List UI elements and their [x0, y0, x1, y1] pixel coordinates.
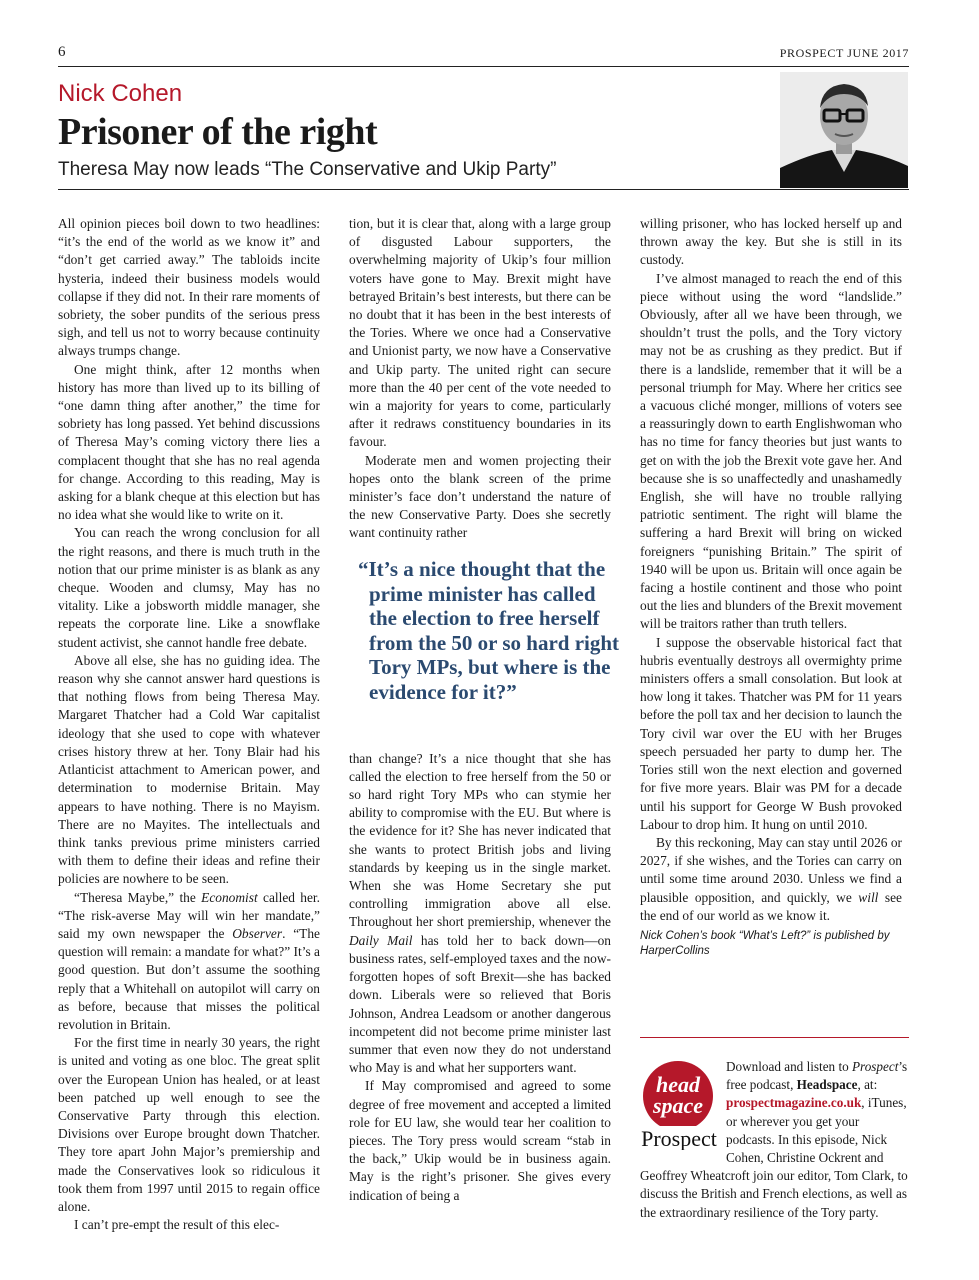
- author-portrait: [780, 72, 908, 188]
- paragraph: I’ve almost managed to reach the end of this piece without using the word “landslide.” Obviously, after all we have been through, we shouldn’t trust the polls, and the Tory victory may not be as crushing as they predict. But if there is a landslide, remember that it will be a personal triumph for May. Where her critics see a vacuous cliché monger, millions of voters see a reassuringly down to earth Englishwoman who has no time for fancy theories but just wants to get on with the job the Brexit vote gave her. And because she is so unaffectedly and unashamedly English, she will have no trouble rallying patriotic sentiment. The right will blame the suffering a hard Brexit will bring on wicked foreigners “punishing Britain.” The spirit of 1940 will be upon us. Britain will once again be facing a hostile continent and those who point out the lies and blunders of the Brexit movement will be traitors rather than truth tellers.: [640, 270, 902, 632]
- podcast-link[interactable]: prospectmagazine.co.uk: [726, 1095, 862, 1111]
- article-column-3: [640, 215, 902, 959]
- header-rule: [58, 189, 909, 190]
- paragraph: I can’t pre-empt the result of this elec-: [74, 1217, 280, 1233]
- article-column-2: [349, 215, 611, 1205]
- paragraph: willing prisoner, who has locked herself up and thrown away the key. But she is still in its custody.: [640, 216, 902, 268]
- svg-text:head: head: [656, 1072, 700, 1097]
- paragraph: tion, but it is clear that, along with a large group of disgusted Labour supporters, the overwhelming majority of Ukip’s four million voters have gone to May. Brexit might have betrayed Britain’s best interests, but there can be no doubt that it has been in the best interests of the Tories. Where we once had a Conservative and Unionist party, we now have a Conservative and Ukip party. The united right can secure more than the 40 per cent of the vote needed to win a majority for years to come, particularly after it redraws constituency boundaries in its favour.: [349, 216, 611, 450]
- headspace-logo: [640, 1060, 718, 1150]
- podcast-promo: head space Prospect Download and listen to Prospect’s free podcast, Headspace, at: prospectmagazine.co.uk, iTunes, or wherever you get your podcasts. In this episode, Nick Cohen, Christine Ockrent and Geoffrey Wheatcroft join our editor, Tom Clark, to discuss the British and French elections, as well as the extraordinary resilience of the Tory party.: [640, 1059, 908, 1220]
- pull-quote: “It’s a nice thought that the prime minister has called the election to free herself from the 50 or so hard right Tory MPs, but where is the evidence for it?”: [358, 557, 620, 704]
- paragraph: By this reckoning, May can stay until 2026 or 2027, if she wishes, and the Tories can carry on until some time around 2030. Unless we find a plausible opposition, and quickly, we will see the end of our world as we know it.: [640, 834, 902, 923]
- book-credit: Nick Cohen’s book “What’s Left?” is published by HarperCollins: [640, 929, 890, 957]
- page-number: 6: [58, 44, 66, 60]
- standfirst: Theresa May now leads “The Conservative and Ukip Party”: [58, 159, 557, 180]
- paragraph: I suppose the observable historical fact that hubris eventually destroys all overmighty prime ministers offers a small consolation. But look at how long it takes. Thatcher was PM for 11 years before the poll tax and her decision to launch the Tory civil war over the EU with her Bruges speech persuaded her party to dump her. The Tories still won the next election and governed for five more years. Blair was PM for a decade until his support for George W Bush provoked Labour to drop him. It hung on until 2010.: [640, 634, 902, 832]
- svg-text:space: space: [652, 1093, 704, 1118]
- author-name: Nick Cohen: [58, 80, 183, 107]
- promo-divider: [640, 1037, 909, 1038]
- page-header: [58, 44, 909, 67]
- paragraph: than change? It’s a nice thought that she has called the election to free herself from the 50 or so hard right Tory MPs who can stymie her ability to compromise with the EU. But where is the evidence for it? She has never indicated that she wants to protect British jobs and living standards by keeping us in the single market. When she was Home Secretary she put controlling immigration above all else. Throughout her short premiership, whenever the Daily Mail has told her to back down—on business rates, self-employed taxes and the now-forgotten hopes of soft Brexit—she has backed down. Liberals were so relieved that Boris Johnson, Andrea Leadsom or another dangerous incompetent did not become prime minister last summer that even now they do not understand who May is and what her supporters want.: [349, 750, 611, 1076]
- issue-label: PROSPECT JUNE 2017: [779, 46, 909, 60]
- paragraph: All opinion pieces boil down to two headlines: “it’s the end of the world as we know it” and “don’t get carried away.” The tabloids incite hysteria, indeed their business models would collapse if they did not. In their rare moments of sobriety, the sober pundits of the serious press sigh, and tell us not to worry because continuity always trumps change.: [58, 216, 320, 359]
- headline: Prisoner of the right: [58, 111, 378, 153]
- paragraph: Moderate men and women projecting their hopes onto the blank screen of the prime minister’s face don’t understand the nature of the new Conservative Party. Does she secretly want continuity rather: [349, 452, 611, 541]
- paragraph: “Theresa Maybe,” the Economist called her. “The risk-averse May will win her mandate,” said my own newspaper the Observer. “The question will remain: a mandate for what?” It’s a good question. But don’t assume the soothing reply that a Whitehall on autopilot will carry on as before, because that misses the political revolution in Britain.: [58, 889, 320, 1032]
- svg-text:Prospect: Prospect: [641, 1126, 717, 1150]
- paragraph: If May compromised and agreed to some degree of free movement and accepted a limited role for EU law, she would tear her coalition to pieces. The Tory press would scream “stab in the back,” Ukip would be in business again. May is the right’s prisoner. She gives every indication of being a: [349, 1078, 611, 1203]
- paragraph: One might think, after 12 months when history has more than lived up to its billing of “one damn thing after another,” the time for sobriety has long passed. Yet behind discussions of Theresa May’s coming victory there lies a complacent thought that she has no real agenda for change. According to this reading, May is asking for a blank cheque at this election but has no idea what she would like to write on it.: [58, 361, 320, 523]
- paragraph: For the first time in nearly 30 years, the right is united and voting as one bloc. The great split over the European Union has healed, or at least been patched up well enough to see the Conservative Party through this election. Divisions over Europe brought down Thatcher. They tore apart John Major’s premiership and made the Conservatives look so ridiculous it took them from 1997 until 2015 to regain office alone.: [58, 1035, 320, 1214]
- paragraph: You can reach the wrong conclusion for all the right reasons, and there is much truth in the notion that our prime minister is as blank as any cheque. Wooden and clumsy, May has no vitality. Like a jobsworth middle manager, she repeats the corporate line. Like a snowflake student activist, she cannot handle free debate.: [58, 525, 320, 650]
- article-column-1: [58, 215, 320, 1234]
- paragraph: Above all else, she has no guiding idea. The reason why she cannot answer hard questions is that nothing flows from being Theresa May. Margaret Thatcher had a Cold War capitalist ideology that she used to cope with whatever crises history threw at her. Tony Blair had his Atlanticist attachment to American power, and determination to modernise Britain. May appears to have nothing. There is no Mayism. There are no Mayites. The intellectuals and think tanks previous prime ministers carried with them to define their ideas and refine their policies are nowhere to be seen.: [58, 652, 320, 887]
